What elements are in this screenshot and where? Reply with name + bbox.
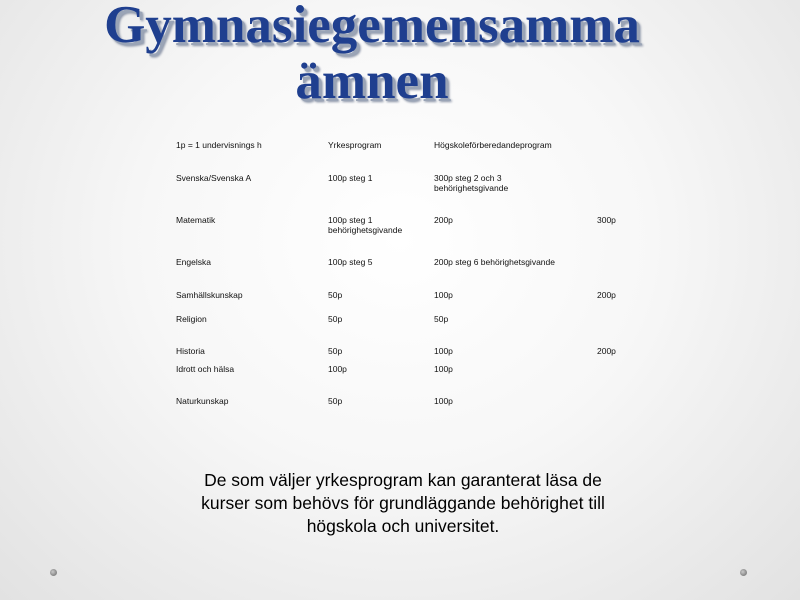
table-cell-subject: Naturkunskap — [176, 396, 229, 406]
table-cell-hogskola: 100p — [434, 364, 453, 374]
footnote-line: kurser som behövs för grundläggande behörighet till — [201, 493, 605, 513]
decorative-dot-right — [740, 569, 747, 576]
table-cell-hogskola: 100p — [434, 396, 453, 406]
table-cell-yrkes: 50p — [328, 290, 343, 300]
table-header-cell: 1p = 1 undervisnings h — [176, 140, 262, 150]
table-cell-hogskola: 100p — [434, 290, 453, 300]
table-cell-hogskola: 200p steg 6 behörighetsgivande — [434, 257, 555, 267]
table-cell-subject: Matematik — [176, 215, 216, 225]
slide-title-line-2: ämnen — [295, 52, 449, 110]
slide-title-line-1: Gymnasiegemensamma — [104, 0, 640, 54]
table-cell-hogskola: 200p — [434, 215, 453, 225]
table-cell-hogskola: 50p — [434, 314, 449, 324]
table-cell-yrkes: 50p — [328, 314, 343, 324]
table-header-cell: Yrkesprogram — [328, 140, 382, 150]
table-cell-subject: Engelska — [176, 257, 211, 267]
table-cell-yrkes: 50p — [328, 346, 343, 356]
table-cell-hogskola: behörighetsgivande — [434, 183, 509, 193]
footnote-line: De som väljer yrkesprogram kan garanterat läsa de — [204, 470, 602, 490]
table-cell-yrkes: 100p steg 1 — [328, 215, 373, 225]
table-cell-subject: Religion — [176, 314, 207, 324]
table-cell-yrkes: 100p steg 1 — [328, 173, 373, 183]
table-cell-subject: Samhällskunskap — [176, 290, 243, 300]
table-cell-yrkes: 100p — [328, 364, 347, 374]
table-cell-hogskola: 300p steg 2 och 3 — [434, 173, 502, 183]
table-cell-subject: Idrott och hälsa — [176, 364, 235, 374]
table-cell-subject: Historia — [176, 346, 205, 356]
table-cell-hogskola: 100p — [434, 346, 453, 356]
decorative-dot-left — [50, 569, 57, 576]
table-cell-extra: 200p — [597, 290, 616, 300]
slide-footnote — [150, 469, 656, 538]
table-header-cell: Högskoleförberedandeprogram — [434, 140, 552, 150]
table-cell-extra: 300p — [597, 215, 616, 225]
table-cell-yrkes: 50p — [328, 396, 343, 406]
table-cell-yrkes: behörighetsgivande — [328, 225, 403, 235]
footnote-line: högskola och universitet. — [306, 516, 500, 536]
table-cell-extra: 200p — [597, 346, 616, 356]
table-cell-subject: Svenska/Svenska A — [176, 173, 252, 183]
table-cell-yrkes: 100p steg 5 — [328, 257, 373, 267]
